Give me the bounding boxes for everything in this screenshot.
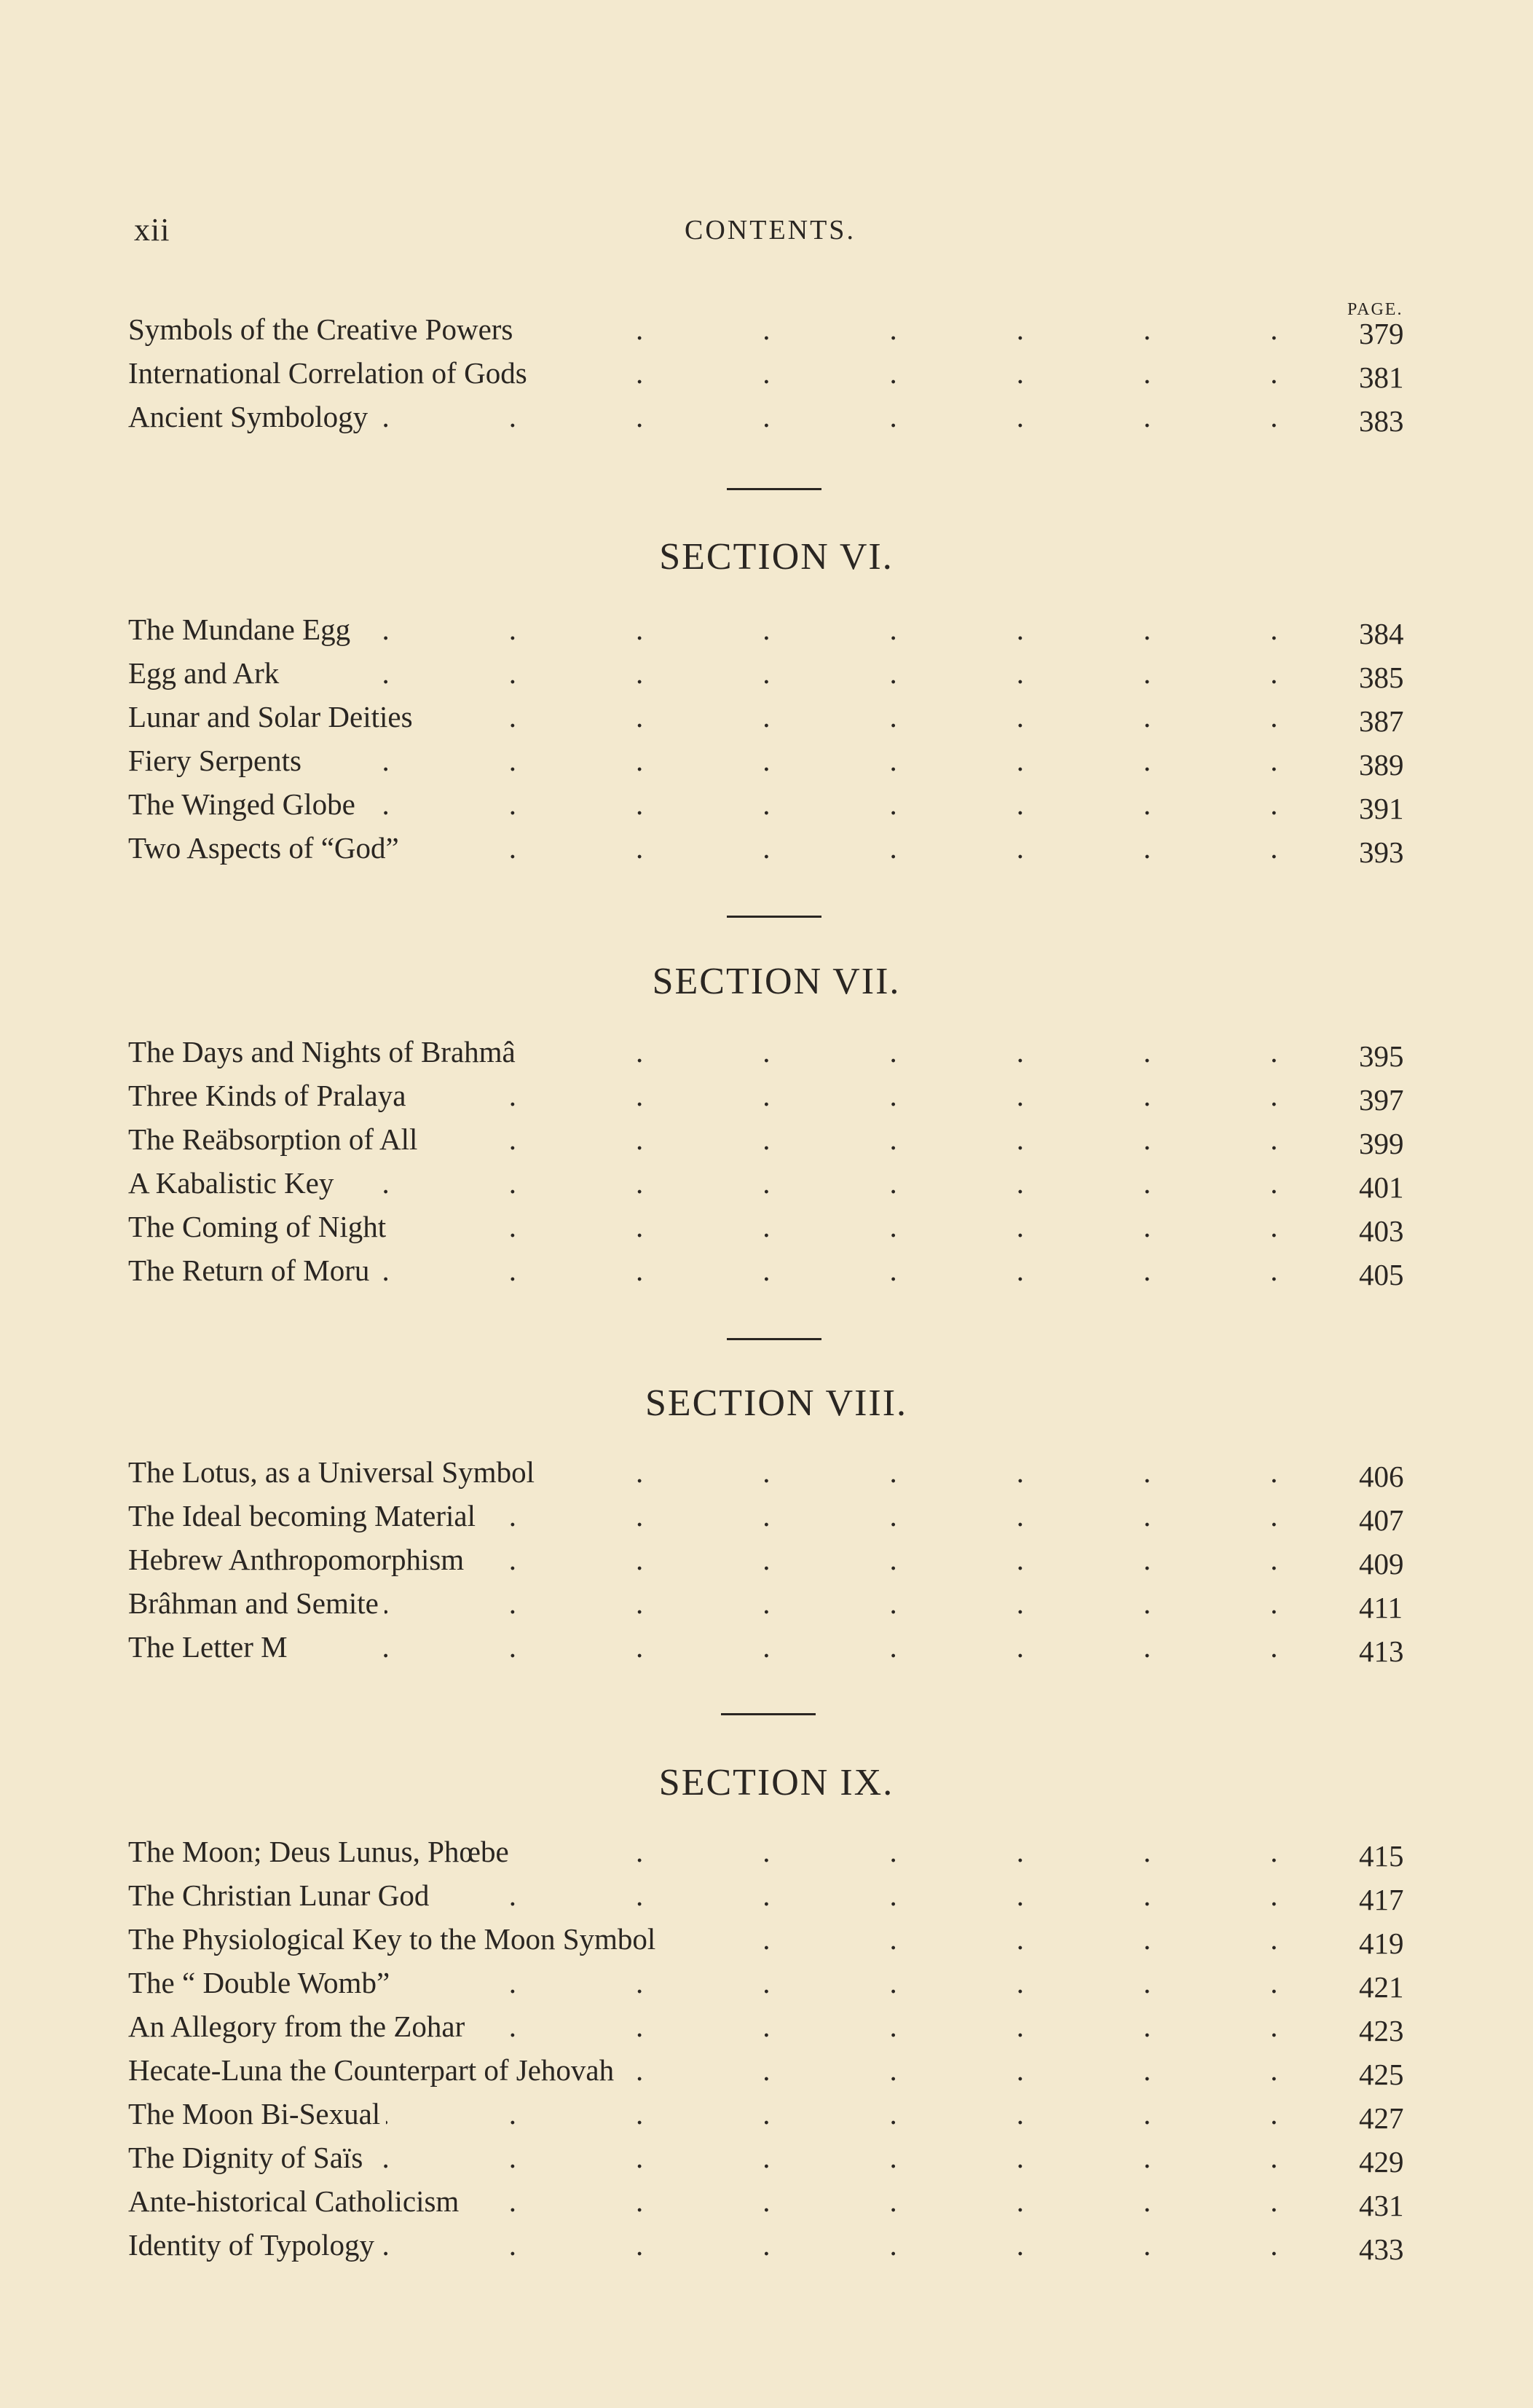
- toc-entry: [128, 1498, 1424, 1542]
- section-heading: SECTION IX.: [658, 1762, 894, 1803]
- toc-entry: [128, 2140, 1424, 2184]
- entry-title: Identity of Typology: [128, 2227, 380, 2262]
- toc-entry: [128, 787, 1424, 830]
- entry-title: Three Kinds of Pralaya: [128, 1078, 411, 1113]
- entry-page: 389: [1359, 748, 1404, 782]
- entry-page: 385: [1359, 661, 1404, 694]
- toc-entry: [128, 1455, 1424, 1498]
- dot-leader: [128, 656, 1337, 690]
- toc-entry: [128, 2184, 1424, 2227]
- toc-entry: [128, 1921, 1424, 1965]
- entry-title: The Letter M: [128, 1629, 293, 1664]
- toc-entry: [128, 355, 1424, 399]
- entry-page: 403: [1359, 1214, 1404, 1248]
- toc-entry: [128, 1586, 1424, 1629]
- toc-entry: [128, 1878, 1424, 1921]
- entry-title: Fiery Serpents: [128, 743, 307, 778]
- dot-leader: [128, 743, 1337, 778]
- toc-entry: [128, 312, 1424, 355]
- toc-entry: [128, 1165, 1424, 1209]
- entry-title: The Dignity of Saïs: [128, 2140, 369, 2175]
- entry-page: 415: [1359, 1839, 1404, 1873]
- section-divider: [721, 1713, 816, 1715]
- entry-title: Symbols of the Creative Powers: [128, 312, 519, 347]
- entry-page: 413: [1359, 1634, 1404, 1668]
- entry-page: 381: [1359, 361, 1404, 394]
- entry-title: The Lotus, as a Universal Symbol: [128, 1455, 540, 1490]
- entry-title: The Reäbsorption of All: [128, 1122, 423, 1157]
- entry-page: 425: [1359, 2058, 1404, 2091]
- entry-page: 419: [1359, 1927, 1404, 1960]
- entry-page: 383: [1359, 404, 1404, 438]
- entry-page: 399: [1359, 1127, 1404, 1160]
- dot-leader: [128, 1629, 1337, 1664]
- toc-entry: [128, 612, 1424, 656]
- toc-entry: [128, 1122, 1424, 1165]
- entry-title: The Moon; Deus Lunus, Phœbe: [128, 1834, 515, 1869]
- entry-title: An Allegory from the Zohar: [128, 2009, 470, 2044]
- section-heading: SECTION VI.: [659, 536, 894, 578]
- entry-title: International Correlation of Gods: [128, 355, 533, 390]
- entry-page: 423: [1359, 2014, 1404, 2047]
- entry-page: 406: [1359, 1460, 1404, 1493]
- toc-entry: [128, 1078, 1424, 1122]
- toc-entry: [128, 699, 1424, 743]
- page-number-roman: xii: [134, 212, 170, 248]
- entry-title: Hebrew Anthropomorphism: [128, 1542, 470, 1577]
- toc-entry: [128, 1629, 1424, 1673]
- entry-page: 405: [1359, 1258, 1404, 1291]
- entry-page: 401: [1359, 1170, 1404, 1204]
- entry-page: 395: [1359, 1039, 1404, 1073]
- entry-title: The Ideal becoming Material: [128, 1498, 481, 1533]
- entry-page: 409: [1359, 1547, 1404, 1581]
- section-divider: [727, 1338, 821, 1340]
- entry-title: Egg and Ark: [128, 656, 285, 690]
- entry-title: Two Aspects of “God”: [128, 830, 405, 865]
- entry-page: 393: [1359, 835, 1404, 869]
- entry-title: The Return of Moru: [128, 1253, 375, 1288]
- entry-page: 384: [1359, 617, 1404, 650]
- toc-entry: [128, 2053, 1424, 2096]
- entry-title: The Physiological Key to the Moon Symbol: [128, 1921, 661, 1956]
- toc-entry: [128, 1834, 1424, 1878]
- entry-page: 379: [1359, 317, 1404, 350]
- entry-page: 427: [1359, 2101, 1404, 2135]
- entry-title: Ancient Symbology: [128, 399, 374, 434]
- toc-entry: [128, 1965, 1424, 2009]
- section-divider: [727, 488, 821, 490]
- section-heading: SECTION VIII.: [645, 1382, 908, 1424]
- toc-entry: [128, 2227, 1424, 2271]
- toc-entry: [128, 399, 1424, 443]
- toc-entry: [128, 1253, 1424, 1297]
- toc-entry: [128, 1034, 1424, 1078]
- toc-entry: [128, 830, 1424, 874]
- entry-title: Brâhman and Semite: [128, 1586, 385, 1621]
- toc-entry: [128, 2009, 1424, 2053]
- entry-page: 421: [1359, 1970, 1404, 2004]
- entry-title: The Coming of Night: [128, 1209, 392, 1244]
- entry-title: The Moon Bi-Sexual: [128, 2096, 386, 2131]
- entry-page: 431: [1359, 2189, 1404, 2222]
- entry-page: 417: [1359, 1883, 1404, 1916]
- entry-page: 397: [1359, 1083, 1404, 1117]
- entry-title: The Christian Lunar God: [128, 1878, 435, 1913]
- toc-entry: [128, 1542, 1424, 1586]
- entry-title: Lunar and Solar Deities: [128, 699, 419, 734]
- entry-page: 429: [1359, 2145, 1404, 2179]
- entry-title: The Days and Nights of Brahmâ: [128, 1034, 521, 1069]
- toc-entry: [128, 656, 1424, 699]
- running-header: [134, 211, 1416, 262]
- entry-title: The Mundane Egg: [128, 612, 356, 647]
- entry-page: 407: [1359, 1503, 1404, 1537]
- section-heading: SECTION VII.: [652, 961, 901, 1002]
- toc-entry: [128, 743, 1424, 787]
- section-divider: [727, 916, 821, 918]
- entry-title: Ante-historical Catholicism: [128, 2184, 465, 2219]
- entry-title: Hecate-Luna the Counterpart of Jehovah: [128, 2053, 620, 2088]
- entry-page: 391: [1359, 792, 1404, 825]
- entry-page: 411: [1359, 1591, 1403, 1624]
- entry-title: The “ Double Womb”: [128, 1965, 395, 2000]
- entry-page: 387: [1359, 704, 1404, 738]
- entry-page: 433: [1359, 2232, 1404, 2266]
- toc-entry: [128, 2096, 1424, 2140]
- entry-title: The Winged Globe: [128, 787, 361, 822]
- page-column-label: PAGE.: [1347, 300, 1403, 319]
- page-title: CONTENTS.: [685, 215, 856, 245]
- entry-title: A Kabalistic Key: [128, 1165, 339, 1200]
- toc-entry: [128, 1209, 1424, 1253]
